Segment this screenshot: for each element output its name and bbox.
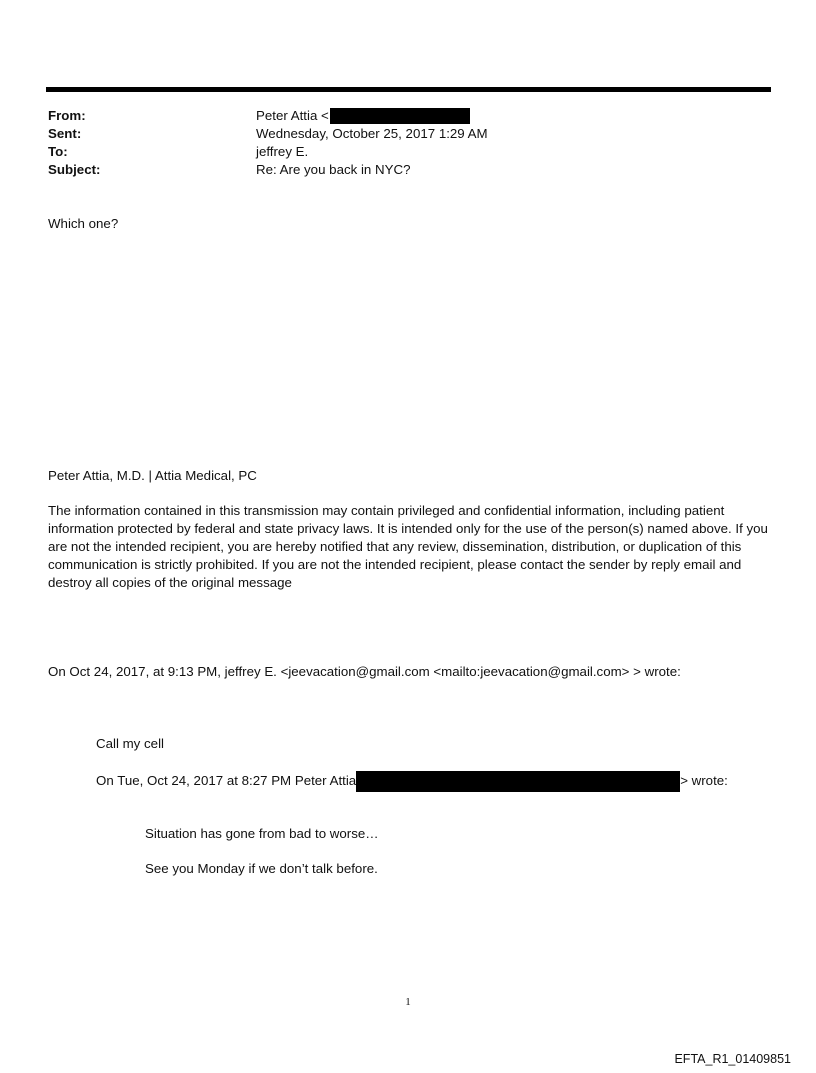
from-value <box>256 108 470 124</box>
message-text: Which one? <box>48 216 119 231</box>
sent-value: Wednesday, October 25, 2017 1:29 AM <box>256 126 488 141</box>
quoted-reply: Call my cell <box>96 736 164 751</box>
redaction-block <box>330 108 470 124</box>
nested-line-2: See you Monday if we don’t talk before. <box>145 861 378 876</box>
confidentiality-disclaimer: The information contained in this transmission may contain privileged and confidential information, including patient information protected by federal and state privacy laws. It is intended only for the use of the person(s) named above. If you are not the intended recipient, you are hereby notified that any review, dissemination, distribution, or duplication of this communication is strictly prohibited. If you are not the intended recipient, please contact the sender by reply email and destroy all copies of the original message <box>48 503 768 590</box>
subject-label: Subject: <box>48 162 101 177</box>
document-id: EFTA_R1_01409851 <box>674 1052 791 1066</box>
nested-attribution-end: > wrote: <box>680 773 728 789</box>
nested-attribution-start: On Tue, Oct 24, 2017 at 8:27 PM Peter Attia <box>96 773 357 789</box>
nested-line-1: Situation has gone from bad to worse… <box>145 826 379 841</box>
signature: Peter Attia, M.D. | Attia Medical, PC <box>48 468 257 483</box>
redaction-block <box>356 771 680 792</box>
from-name: Peter Attia < <box>256 108 329 123</box>
nested-attribution <box>96 771 728 792</box>
sent-label: Sent: <box>48 126 82 141</box>
quoted-attribution: On Oct 24, 2017, at 9:13 PM, jeffrey E. <jeevacation@gmail.com <mailto:jeevacation@gmail.com> > wrote: <box>48 664 681 679</box>
header-rule <box>46 87 771 92</box>
subject-value: Re: Are you back in NYC? <box>256 162 411 177</box>
to-value: jeffrey E. <box>256 144 309 159</box>
to-label: To: <box>48 144 68 159</box>
page-number: 1 <box>405 996 411 1008</box>
from-label: From: <box>48 108 86 123</box>
